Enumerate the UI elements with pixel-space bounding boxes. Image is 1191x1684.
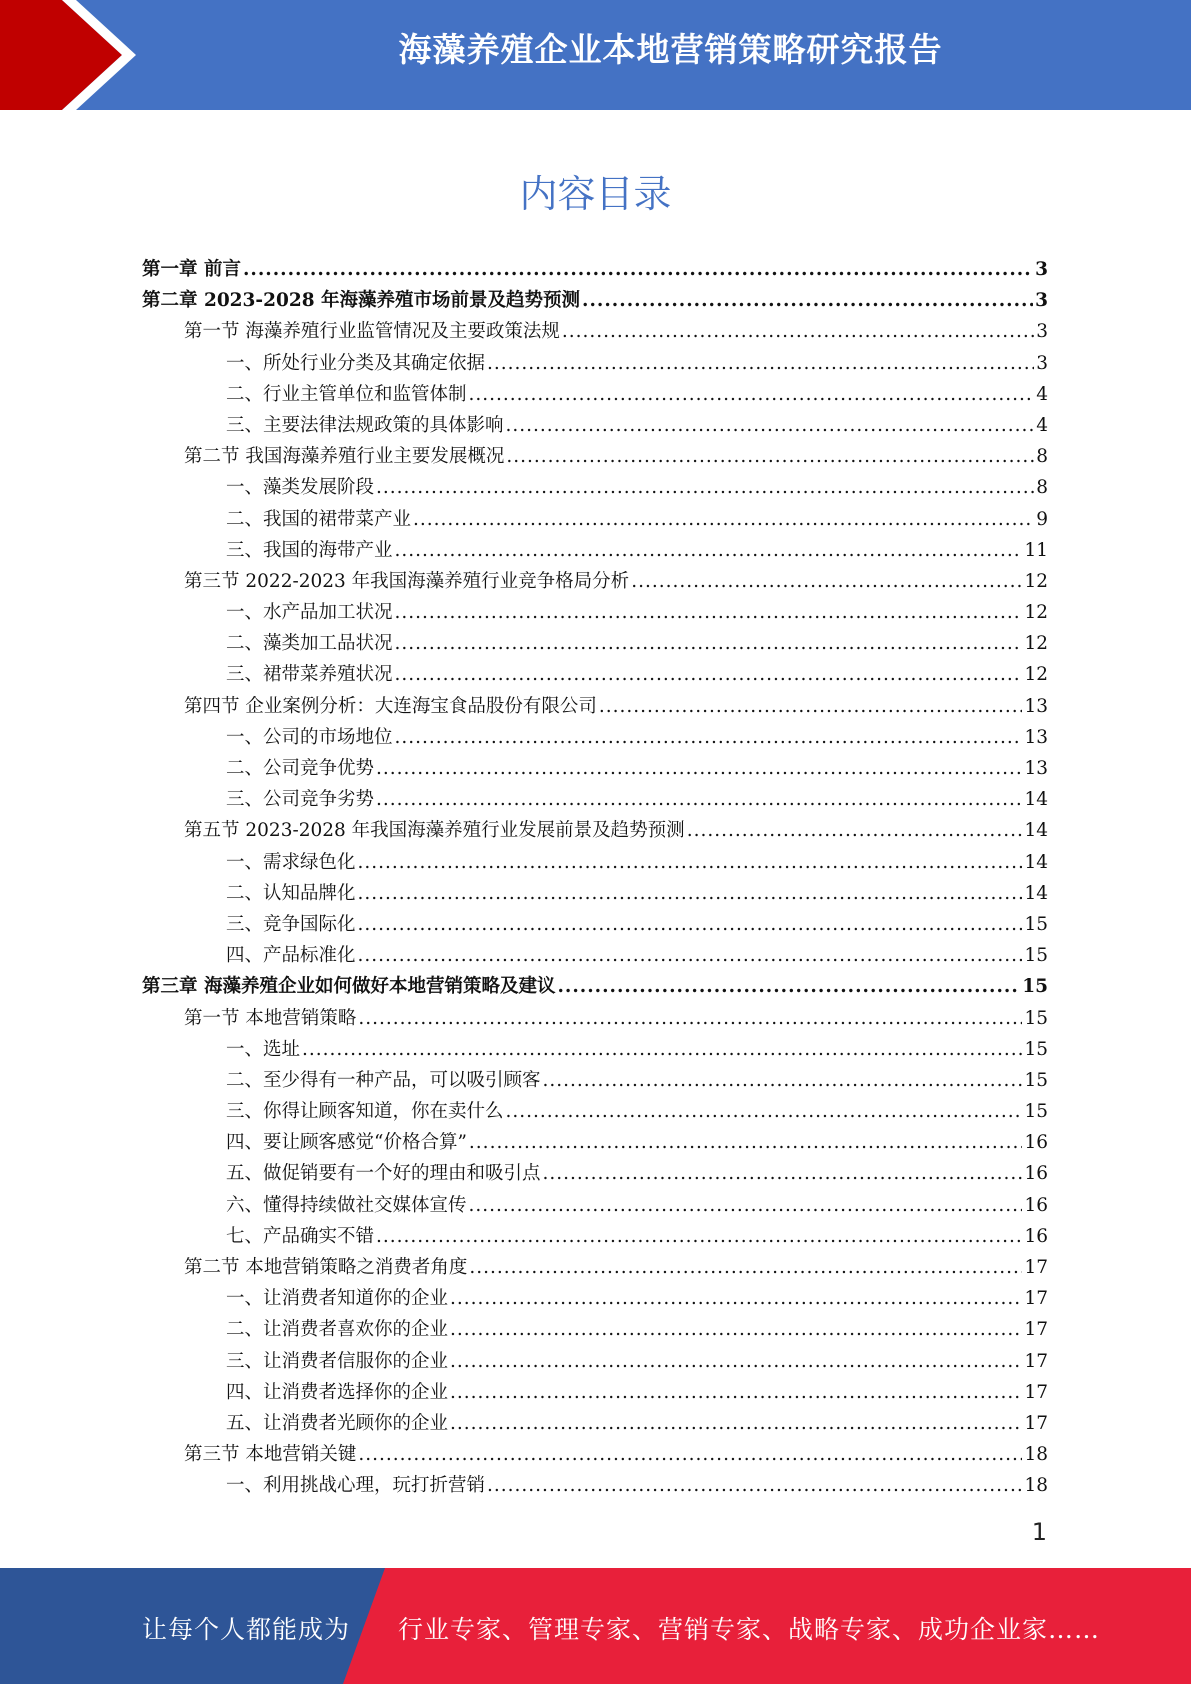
- toc-heading: 内容目录: [519, 172, 672, 216]
- toc-entry[interactable]: [142, 1096, 1048, 1127]
- toc-entry-label: 三、你得让顾客知道，你在卖什么: [226, 1101, 504, 1123]
- toc-entry-page: 15: [1024, 913, 1048, 935]
- toc-entry-label: 第五节 2023-2028 年我国海藻养殖行业发展前景及趋势预测: [184, 820, 685, 842]
- toc-leader-dots: [376, 472, 1034, 503]
- toc-entry[interactable]: [142, 628, 1048, 659]
- toc-entry-label: 一、利用挑战心理，玩打折营销: [226, 1475, 486, 1497]
- toc-entry-page: 11: [1024, 539, 1048, 561]
- toc-entry-page: 13: [1024, 726, 1048, 748]
- toc-leader-dots: [469, 1190, 1023, 1221]
- toc-entry[interactable]: [142, 1283, 1048, 1314]
- toc-entry-label: 二、认知品牌化: [226, 882, 356, 904]
- toc-entry[interactable]: [142, 441, 1048, 472]
- toc-entry[interactable]: [142, 909, 1048, 940]
- toc-leader-dots: [557, 971, 1020, 1002]
- toc-leader-dots: [450, 1346, 1022, 1377]
- toc-leader-dots: [358, 909, 1023, 940]
- toc-leader-dots: [469, 1252, 1022, 1283]
- toc-entry-label: 二、至少得有一种产品，可以吸引顾客: [226, 1069, 541, 1091]
- toc-entry[interactable]: [142, 940, 1048, 971]
- toc-entry[interactable]: [142, 878, 1048, 909]
- toc-entry-label: 第三节 2022-2023 年我国海藻养殖行业竞争格局分析: [184, 570, 630, 592]
- report-title: 海藻养殖企业本地营销策略研究报告: [398, 30, 943, 69]
- toc-entry[interactable]: [142, 1439, 1048, 1470]
- toc-entry[interactable]: [142, 722, 1048, 753]
- toc-leader-dots: [358, 1439, 1022, 1470]
- toc-entry-label: 五、做促销要有一个好的理由和吸引点: [226, 1163, 541, 1185]
- toc-entry-label: 第三章 海藻养殖企业如何做好本地营销策略及建议: [142, 976, 556, 998]
- toc-entry-label: 第二节 本地营销策略之消费者角度: [184, 1257, 468, 1278]
- toc-entry-label: 第二章 2023-2028 年海藻养殖市场前景及趋势预测: [142, 290, 581, 312]
- toc-leader-dots: [562, 316, 1034, 347]
- toc-leader-dots: [395, 722, 1023, 753]
- toc-entry-page: 9: [1036, 508, 1048, 530]
- toc-leader-dots: [487, 1470, 1022, 1501]
- toc-leader-dots: [506, 441, 1034, 472]
- toc-entry[interactable]: [142, 504, 1048, 535]
- toc-entry[interactable]: [142, 1190, 1048, 1221]
- toc-leader-dots: [469, 1127, 1023, 1158]
- toc-entry-page: 14: [1024, 851, 1048, 873]
- toc-entry-label: 一、让消费者知道你的企业: [226, 1288, 449, 1310]
- footer-slogan-right: 行业专家、管理专家、营销专家、战略专家、成功企业家……: [398, 1615, 1101, 1644]
- toc-entry-page: 8: [1036, 477, 1048, 499]
- toc-leader-dots: [413, 504, 1034, 535]
- toc-entry[interactable]: [142, 1470, 1048, 1501]
- toc-entry-page: 14: [1024, 882, 1048, 904]
- table-of-contents: [142, 254, 1048, 1502]
- toc-entry[interactable]: [142, 535, 1048, 566]
- toc-entry-page: 3: [1036, 352, 1048, 374]
- toc-entry-page: 16: [1024, 1194, 1048, 1216]
- toc-entry[interactable]: [142, 1314, 1048, 1345]
- toc-leader-dots: [450, 1283, 1022, 1314]
- toc-entry-page: 8: [1036, 446, 1048, 468]
- toc-entry-page: 4: [1036, 383, 1048, 405]
- toc-entry[interactable]: [142, 1127, 1048, 1158]
- toc-entry-label: 三、让消费者信服你的企业: [226, 1350, 449, 1372]
- toc-leader-dots: [376, 753, 1022, 784]
- toc-entry-label: 二、藻类加工品状况: [226, 633, 393, 655]
- toc-leader-dots: [450, 1408, 1022, 1439]
- toc-entry-label: 第一节 海藻养殖行业监管情况及主要政策法规: [184, 321, 560, 343]
- toc-leader-dots: [395, 597, 1023, 628]
- toc-entry-label: 五、让消费者光顾你的企业: [226, 1412, 449, 1434]
- toc-entry-page: 14: [1024, 789, 1048, 811]
- toc-leader-dots: [450, 1314, 1022, 1345]
- toc-entry-page: 3: [1035, 259, 1048, 280]
- toc-entry[interactable]: [142, 1221, 1048, 1252]
- toc-entry-label: 第四节 企业案例分析：大连海宝食品股份有限公司: [184, 695, 597, 717]
- toc-entry-page: 4: [1036, 414, 1048, 436]
- toc-entry-label: 一、公司的市场地位: [226, 726, 393, 748]
- toc-entry[interactable]: [142, 1377, 1048, 1408]
- toc-leader-dots: [376, 784, 1022, 815]
- page-number: 1: [1031, 1518, 1047, 1546]
- toc-entry-page: 12: [1024, 602, 1048, 624]
- toc-entry[interactable]: [142, 847, 1048, 878]
- toc-entry-label: 一、藻类发展阶段: [226, 477, 375, 499]
- toc-entry-label: 二、公司竞争优势: [226, 758, 375, 779]
- toc-entry-page: 13: [1024, 758, 1048, 779]
- toc-entry-label: 第二节 我国海藻养殖行业主要发展概况: [184, 446, 505, 468]
- toc-entry[interactable]: [142, 1252, 1048, 1283]
- toc-entry-page: 17: [1024, 1381, 1048, 1403]
- toc-entry[interactable]: [142, 410, 1048, 441]
- toc-entry[interactable]: [142, 659, 1048, 690]
- toc-entry-page: 12: [1024, 664, 1048, 686]
- toc-leader-dots: [395, 535, 1023, 566]
- toc-entry-page: 17: [1024, 1412, 1048, 1434]
- toc-leader-dots: [543, 1158, 1023, 1189]
- toc-leader-dots: [358, 847, 1023, 878]
- toc-entry-page: 15: [1024, 1101, 1048, 1123]
- toc-entry-label: 三、公司竞争劣势: [226, 789, 375, 811]
- toc-leader-dots: [243, 254, 1033, 285]
- toc-entry-label: 六、懂得持续做社交媒体宣传: [226, 1194, 467, 1216]
- toc-entry[interactable]: [142, 379, 1048, 410]
- toc-entry-page: 15: [1024, 1069, 1048, 1091]
- toc-entry-page: 16: [1024, 1163, 1048, 1185]
- toc-entry-label: 七、产品确实不错: [226, 1225, 375, 1247]
- toc-leader-dots: [358, 878, 1023, 909]
- toc-leader-dots: [687, 815, 1023, 846]
- toc-entry-label: 三、主要法律法规政策的具体影响: [226, 414, 504, 436]
- toc-entry[interactable]: [142, 597, 1048, 628]
- toc-entry[interactable]: [142, 285, 1048, 316]
- toc-entry-label: 三、竞争国际化: [226, 913, 356, 935]
- toc-entry-label: 第一章 前言: [142, 259, 241, 280]
- footer-band: [0, 1568, 1191, 1684]
- toc-entry-page: 17: [1024, 1257, 1048, 1278]
- toc-entry[interactable]: [142, 815, 1048, 846]
- toc-entry-page: 3: [1036, 321, 1048, 343]
- toc-entry[interactable]: [142, 316, 1048, 347]
- toc-entry-label: 二、让消费者喜欢你的企业: [226, 1319, 449, 1341]
- toc-entry-page: 17: [1024, 1288, 1048, 1310]
- toc-entry-label: 一、选址: [226, 1038, 301, 1060]
- toc-entry-page: 12: [1024, 633, 1048, 655]
- toc-entry-page: 15: [1024, 945, 1048, 967]
- toc-entry-page: 15: [1022, 976, 1048, 998]
- toc-entry-label: 第三节 本地营销关键: [184, 1444, 357, 1466]
- toc-entry[interactable]: [142, 254, 1048, 285]
- toc-entry[interactable]: [142, 1003, 1048, 1034]
- toc-entry[interactable]: [142, 753, 1048, 784]
- toc-entry-page: 12: [1024, 570, 1048, 592]
- toc-entry-label: 第一节 本地营销策略: [184, 1007, 357, 1029]
- toc-entry[interactable]: [142, 1158, 1048, 1189]
- toc-entry[interactable]: [142, 348, 1048, 379]
- toc-entry[interactable]: [142, 971, 1048, 1002]
- toc-entry-label: 二、我国的裙带菜产业: [226, 508, 412, 530]
- toc-leader-dots: [358, 940, 1023, 971]
- toc-entry-label: 一、需求绿色化: [226, 851, 356, 873]
- toc-leader-dots: [631, 566, 1022, 597]
- footer-slogan-left: 让每个人都能成为: [142, 1615, 351, 1644]
- toc-entry-page: 17: [1024, 1350, 1048, 1372]
- toc-entry-label: 三、裙带菜养殖状况: [226, 664, 393, 686]
- toc-leader-dots: [376, 1221, 1022, 1252]
- toc-leader-dots: [302, 1034, 1022, 1065]
- toc-entry-page: 15: [1024, 1038, 1048, 1060]
- toc-entry-page: 3: [1035, 290, 1048, 312]
- toc-entry-page: 14: [1024, 820, 1048, 842]
- toc-entry[interactable]: [142, 566, 1048, 597]
- toc-entry-page: 16: [1024, 1132, 1048, 1154]
- header-band: [0, 0, 1191, 110]
- toc-leader-dots: [599, 691, 1023, 722]
- toc-entry-label: 四、让消费者选择你的企业: [226, 1381, 449, 1403]
- toc-entry-label: 一、所处行业分类及其确定依据: [226, 352, 486, 374]
- toc-entry[interactable]: [142, 691, 1048, 722]
- toc-leader-dots: [506, 1096, 1023, 1127]
- toc-leader-dots: [487, 348, 1034, 379]
- toc-entry-page: 15: [1024, 1007, 1048, 1029]
- toc-entry-page: 13: [1024, 695, 1048, 717]
- toc-entry-label: 三、我国的海带产业: [226, 539, 393, 561]
- toc-entry-page: 18: [1024, 1444, 1048, 1466]
- toc-entry-page: 17: [1024, 1319, 1048, 1341]
- toc-leader-dots: [358, 1003, 1022, 1034]
- toc-leader-dots: [543, 1065, 1023, 1096]
- toc-entry[interactable]: [142, 1346, 1048, 1377]
- toc-entry-label: 四、产品标准化: [226, 945, 356, 967]
- toc-entry-label: 四、要让顾客感觉“价格合算”: [226, 1132, 467, 1154]
- toc-entry-label: 一、水产品加工状况: [226, 602, 393, 624]
- toc-leader-dots: [395, 628, 1023, 659]
- toc-entry-page: 16: [1024, 1225, 1048, 1247]
- toc-entry[interactable]: [142, 1034, 1048, 1065]
- toc-entry[interactable]: [142, 472, 1048, 503]
- toc-leader-dots: [395, 659, 1023, 690]
- toc-entry-page: 18: [1024, 1475, 1048, 1497]
- toc-leader-dots: [469, 379, 1035, 410]
- toc-entry[interactable]: [142, 1065, 1048, 1096]
- toc-leader-dots: [582, 285, 1033, 316]
- toc-leader-dots: [506, 410, 1035, 441]
- toc-entry-label: 二、行业主管单位和监管体制: [226, 383, 467, 405]
- toc-leader-dots: [450, 1377, 1022, 1408]
- toc-entry[interactable]: [142, 1408, 1048, 1439]
- toc-entry[interactable]: [142, 784, 1048, 815]
